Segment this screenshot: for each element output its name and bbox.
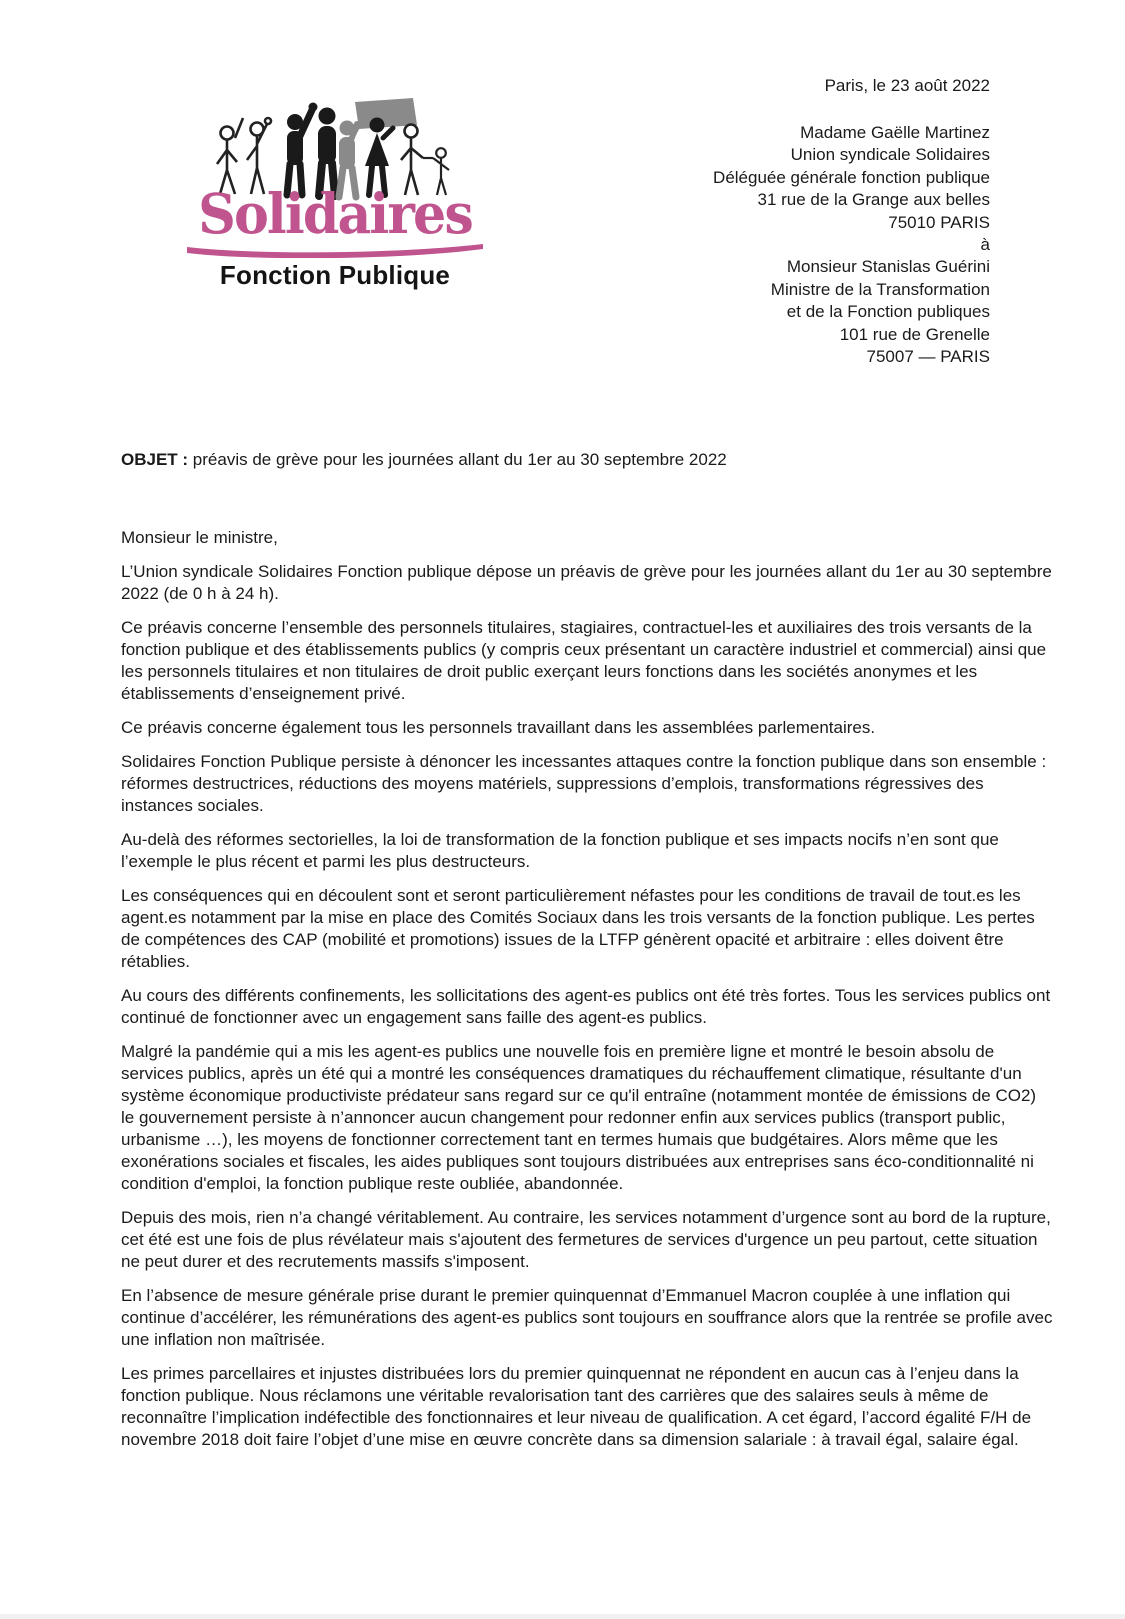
logo-wordmark: Solidaires [198, 181, 472, 246]
sender-line: Madame Gaëlle Martinez [800, 123, 990, 142]
recipient-line: Monsieur Stanislas Guérini [786, 257, 990, 277]
paragraph: L’Union syndicale Solidaires Fonction publique dépose un préavis de grève pour les journées allant du 1er au 30 septembre 2022 (de 0 h à 24 h). [121, 562, 1052, 603]
paragraph: Les conséquences qui en découlent sont et seront particulièrement néfastes pour les conditions de travail de tout.es les agent.es notamment par la mise en place des Comités Sociaux dans les trois versants de la fonction publique. Les pertes de compétences des CAP (mobilité et promotions) issues de la LTFP génèrent opacité et arbitraire : elles doivent être rétablies. [121, 886, 1035, 971]
paragraph: Malgré la pandémie qui a mis les agent-es publics une nouvelle fois en première ligne et montré le besoin absolu de services publics, après un été qui a montré les conséquences dramatiques du réchauffement climatique, résultante d'un système économique productiviste prédateur sans regard sur ce qu'il entraîne (notamment montée de émissions de CO2) le gouvernement persiste à n’annoncer aucun changement pour redonner enfin aux services publics (transport public, urbanisme …), les moyens de fonctionner correctement tant en termes humais que budgétaires. Alors même que les exonérations sociales et fiscales, les aides publiques sont toujours distribuées aux entreprises sans éco-conditionnalité ni condition d'emploi, la fonction publique reste oubliée, abandonnée. [121, 1042, 1037, 1193]
letter-body [121, 449, 1053, 1463]
letter-date: Paris, le 23 août 2022 [824, 76, 990, 95]
recipient-line: Ministre de la Transformation [770, 279, 990, 299]
page-bottom-edge [0, 1614, 1125, 1619]
sender-line: 31 rue de la Grange aux belles [757, 190, 990, 210]
recipient-line: 75007 — PARIS [866, 347, 990, 367]
paragraph: Au cours des différents confinements, les sollicitations des agent-es publics ont été très fortes. Tous les services publics ont continué de fonctionner avec un engagement sans faille des agent-es publics. [121, 986, 1051, 1027]
paragraph: Depuis des mois, rien n’a changé véritablement. Au contraire, les services notamment d’urgence sont au bord de la rupture, cet été est une fois de plus révélateur mais s'ajoutent des fermetures de services d'urgence un peu partout, cette situation ne peut durer et des recrutements massifs s'imposent. [121, 1208, 1051, 1271]
address-separator: à [980, 235, 990, 255]
address-block [713, 122, 990, 368]
paragraph: Les primes parcellaires et injustes distribuées lors du premier quinquennat ne répondent en aucun cas à l’enjeu dans la fonction publique. Nous réclamons une véritable revalorisation tant des carrières que des salaires seuls à même de reconnaître l’implication indéfectible des fonctionnaires et leur niveau de qualification. A cet égard, l’accord égalité F/H de novembre 2018 doit faire l’objet d’une mise en œuvre concrète dans sa dimension salariale : à travail égal, salaire égal. [121, 1364, 1032, 1449]
subject-line [121, 449, 1053, 471]
salutation: Monsieur le ministre, [121, 528, 278, 547]
sender-line: 75010 PARIS [888, 212, 990, 232]
paragraph: En l’absence de mesure générale prise durant le premier quinquennat d’Emmanuel Macron couplée à une inflation qui continue d’accélérer, les rémunérations des agent-es publics sont toujours en souffrance alors que la rentrée se profile avec une inflation non maîtrisée. [121, 1286, 1053, 1349]
recipient-line: et de la Fonction publiques [786, 302, 990, 322]
sender-line: Union syndicale Solidaires [790, 145, 990, 165]
solidaires-logo [185, 98, 485, 291]
recipient-line: 101 rue de Grenelle [839, 324, 990, 344]
paragraph: Ce préavis concerne également tous les personnels travaillant dans les assemblées parlementaires. [121, 718, 876, 737]
sender-line: Déléguée générale fonction publique [713, 167, 990, 187]
paragraph: Ce préavis concerne l’ensemble des personnels titulaires, stagiaires, contractuel-les et auxiliaires des trois versants de la fonction publique et des établissements publics (y compris ceux présentant un caractère industriel et commercial) ainsi que les personnels titulaires et non titulaires de droit public exerçant leurs fonctions dans les sociétés anonymes et les établissements d’enseignement privé. [121, 618, 1047, 703]
subject-text: préavis de grève pour les journées allant du 1er au 30 septembre 2022 [192, 450, 727, 469]
paragraph: Solidaires Fonction Publique persiste à dénoncer les incessantes attaques contre la fonction publique dans son ensemble : réformes destructrices, réductions des moyens matériels, suppressions d’emplois, transformations régressives des instances sociales. [121, 752, 1047, 815]
subject-label: OBJET : [121, 450, 189, 469]
logo-subtitle: Fonction Publique [219, 260, 451, 290]
paragraph: Au-delà des réformes sectorielles, la loi de transformation de la fonction publique et ses impacts nocifs n’en sont que l’exemple le plus récent et parmi les plus destructeurs. [121, 830, 999, 871]
